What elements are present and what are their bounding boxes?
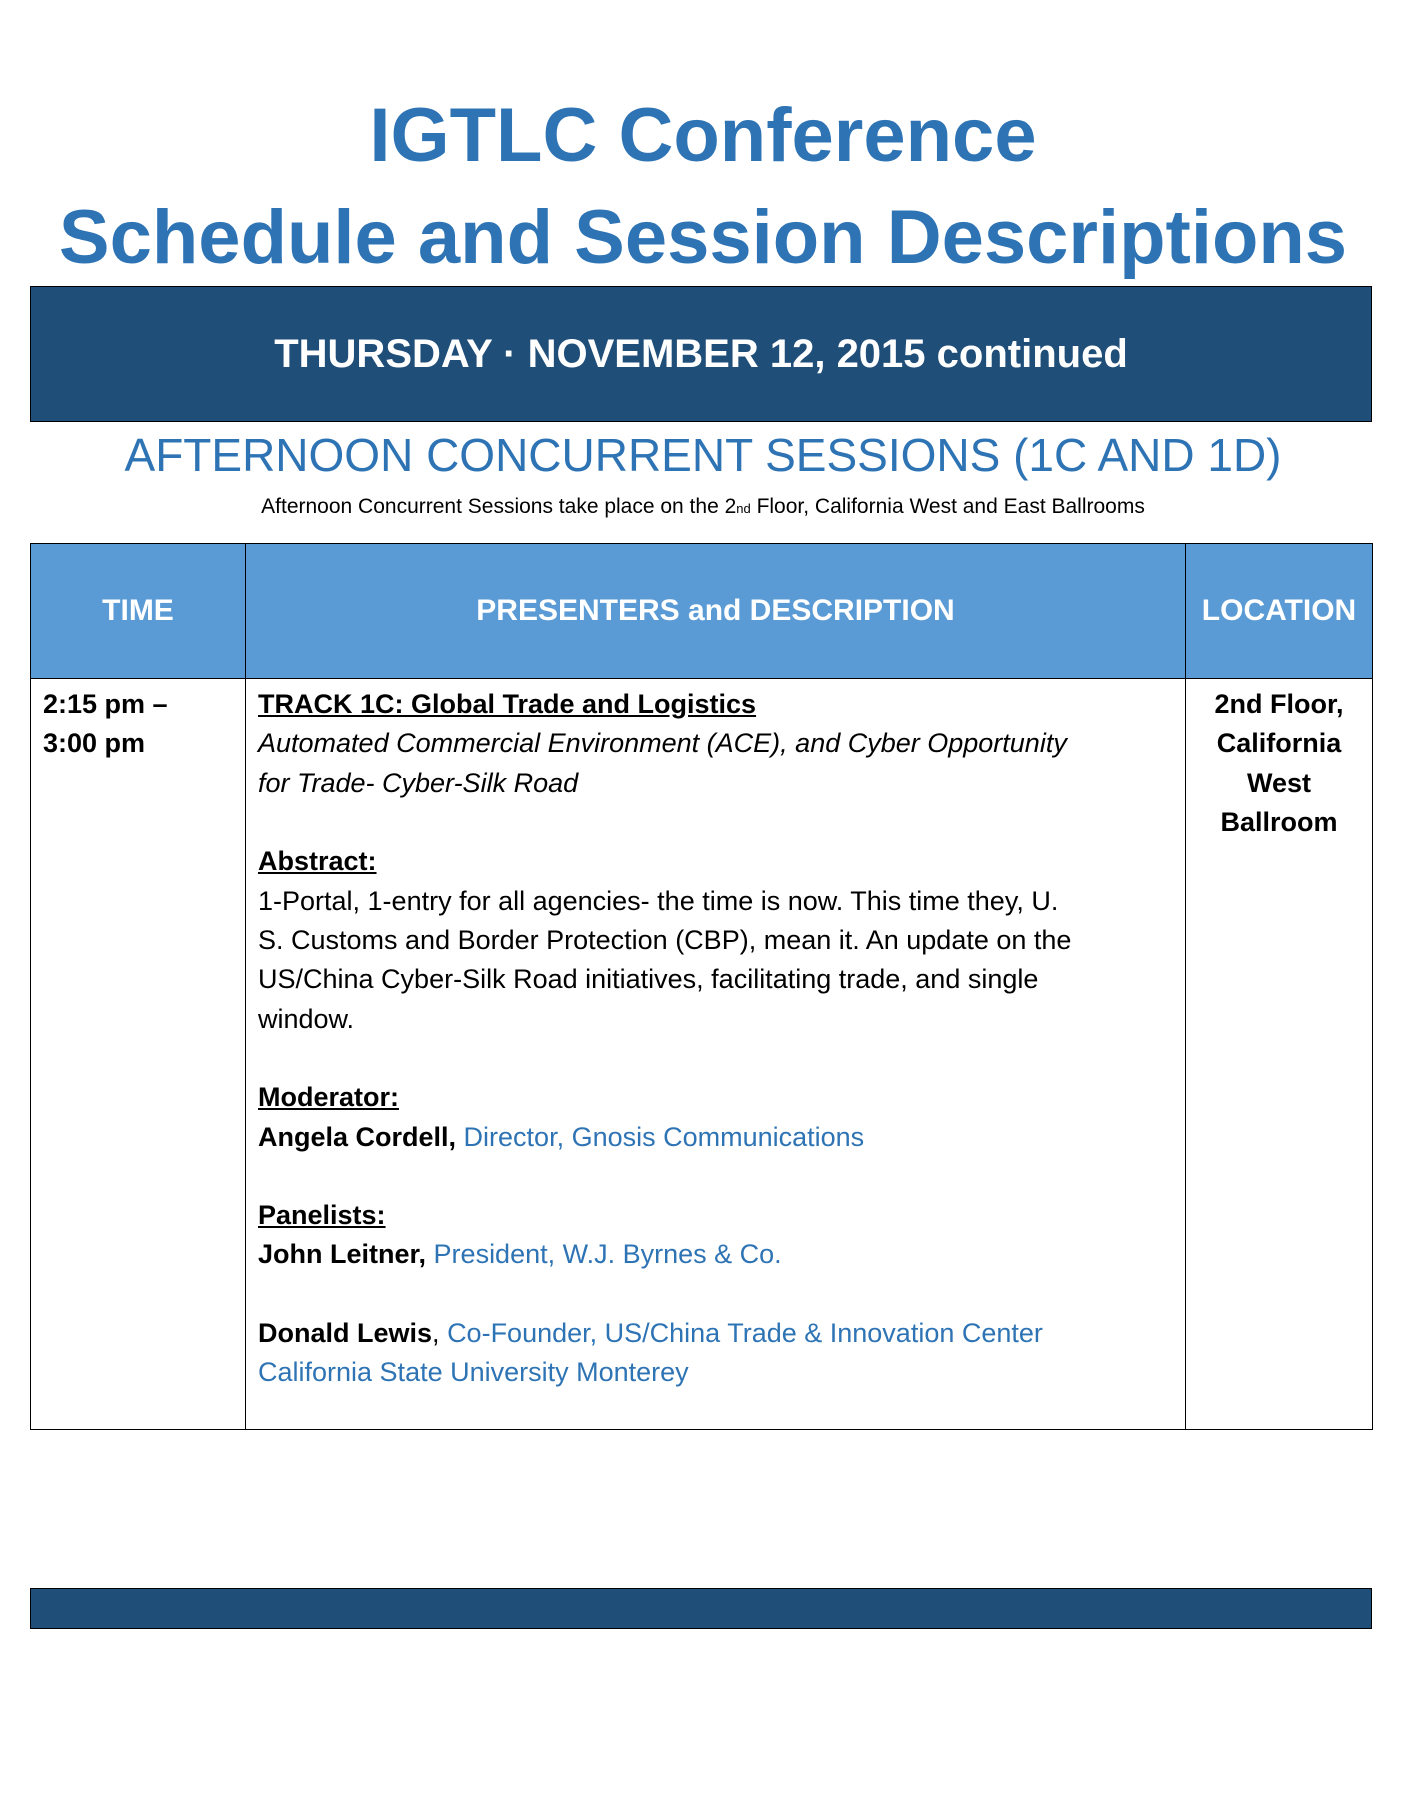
- panelist-title: Co-Founder, US/China Trade & Innovation Center: [447, 1317, 1043, 1348]
- panelist-affiliation: California State University Monterey: [258, 1357, 689, 1388]
- day-banner: [30, 286, 1372, 422]
- time-end: 3:00 pm: [43, 728, 146, 759]
- table-row: [31, 679, 1373, 1430]
- location-line: 2nd Floor,: [1214, 689, 1344, 719]
- panelist-comma: ,: [432, 1317, 440, 1348]
- panelists-label: Panelists:: [258, 1200, 386, 1231]
- day-banner-text: THURSDAY · NOVEMBER 12, 2015 continued: [274, 331, 1128, 376]
- session-title-line1: Automated Commercial Environment (ACE), and Cyber Opportunity: [258, 728, 1067, 759]
- table-header-row: [31, 544, 1373, 679]
- subtitle-after: Floor, California West and East Ballrooms: [750, 495, 1145, 518]
- header-time: TIME: [31, 544, 246, 679]
- moderator-entry: [258, 1118, 1173, 1157]
- header-description: PRESENTERS and DESCRIPTION: [246, 544, 1186, 679]
- panelist-name: Donald Lewis: [258, 1317, 433, 1348]
- location-line: West: [1246, 767, 1312, 798]
- abstract-line: S. Customs and Border Protection (CBP), mean it. An update on the: [258, 925, 1072, 956]
- abstract-line: window.: [258, 1003, 355, 1034]
- page-title-line2: Schedule and Session Descriptions: [58, 195, 1348, 280]
- subtitle-before: Afternoon Concurrent Sessions take place on the 2: [261, 495, 737, 518]
- footer-bar: [30, 1588, 1372, 1629]
- track-title: TRACK 1C: Global Trade and Logistics: [258, 689, 757, 719]
- moderator-title: Director, Gnosis Communications: [463, 1121, 865, 1152]
- moderator-label: Moderator:: [258, 1082, 399, 1113]
- location-cell: [1186, 679, 1373, 1430]
- time-cell: [31, 679, 246, 1430]
- location-line: California: [1216, 728, 1342, 759]
- time-start: 2:15 pm –: [43, 689, 168, 719]
- panelist-entry: [258, 1314, 1173, 1353]
- description-cell: [246, 679, 1186, 1430]
- location-line: Ballroom: [1220, 807, 1338, 838]
- schedule-table: [30, 543, 1373, 1430]
- header-location: LOCATION: [1186, 544, 1373, 679]
- abstract-line: 1-Portal, 1-entry for all agencies- the time is now. This time they, U.: [258, 885, 1059, 916]
- section-title: AFTERNOON CONCURRENT SESSIONS (1C AND 1D): [124, 429, 1282, 481]
- abstract-line: US/China Cyber-Silk Road initiatives, facilitating trade, and single: [258, 964, 1039, 995]
- page-title-line1: IGTLC Conference: [369, 93, 1037, 178]
- panelist-name: John Leitner,: [258, 1239, 427, 1270]
- subtitle-superscript: nd: [736, 501, 751, 516]
- abstract-label: Abstract:: [258, 846, 377, 877]
- moderator-name: Angela Cordell,: [258, 1121, 457, 1152]
- section-subtitle: [0, 494, 1406, 522]
- panelist-entry: [258, 1235, 1173, 1274]
- session-title-line2: for Trade- Cyber-Silk Road: [258, 767, 579, 798]
- panelist-title: President, W.J. Byrnes & Co.: [433, 1239, 782, 1270]
